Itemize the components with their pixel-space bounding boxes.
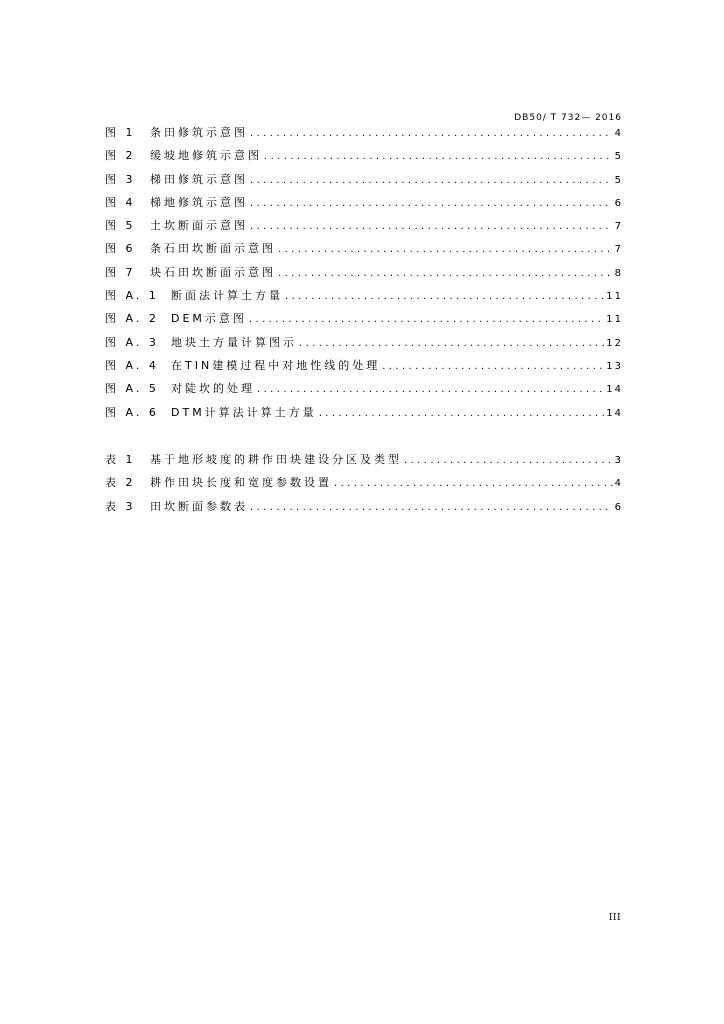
toc-entry[interactable] bbox=[105, 310, 623, 333]
figure-title: 块石田坎断面示意图 bbox=[150, 265, 276, 279]
toc-entry[interactable] bbox=[105, 147, 623, 170]
page-ref: 12 bbox=[606, 337, 623, 349]
figure-title: 条田修筑示意图 bbox=[150, 126, 248, 139]
toc-entry[interactable] bbox=[105, 264, 623, 287]
table-title: 基于地形坡度的耕作田块建设分区及类型 bbox=[150, 453, 402, 466]
figure-label: 图 A. 2 bbox=[105, 312, 159, 326]
page-ref: 11 bbox=[606, 314, 623, 326]
figure-label: 图 A. 3 bbox=[105, 335, 159, 349]
toc-entry[interactable] bbox=[105, 498, 623, 521]
dot-leader bbox=[248, 502, 613, 513]
page-ref: 11 bbox=[606, 291, 623, 303]
dot-leader bbox=[380, 361, 604, 372]
toc-entry[interactable] bbox=[105, 404, 623, 427]
table-label: 表 1 bbox=[105, 453, 136, 466]
dot-leader bbox=[255, 384, 604, 395]
page-ref: 3 bbox=[614, 455, 623, 466]
figure-label: 图 2 bbox=[105, 149, 136, 163]
dot-leader bbox=[248, 175, 613, 186]
toc-entry[interactable] bbox=[105, 474, 623, 497]
dot-leader bbox=[317, 408, 605, 419]
figure-label: 图 A. 1 bbox=[105, 289, 159, 303]
figure-label: 图 A. 5 bbox=[105, 382, 159, 396]
page-ref: 7 bbox=[614, 221, 623, 233]
page-ref: 8 bbox=[614, 267, 623, 279]
figure-title: 梯田修筑示意图 bbox=[150, 172, 248, 186]
figure-title: 地块土方量计算图示 bbox=[171, 335, 297, 349]
table-label: 表 2 bbox=[105, 476, 136, 490]
figure-label: 图 7 bbox=[105, 265, 136, 279]
toc-entry[interactable] bbox=[105, 124, 623, 147]
figure-label: 图 A. 6 bbox=[105, 405, 159, 419]
figure-title: 梯地修筑示意图 bbox=[150, 195, 248, 209]
figure-title: 土坎断面示意图 bbox=[150, 219, 248, 233]
page-ref: 5 bbox=[614, 151, 623, 163]
toc-entry[interactable] bbox=[105, 194, 623, 217]
figure-label: 图 5 bbox=[105, 219, 136, 233]
toc-entry[interactable] bbox=[105, 334, 623, 357]
dot-leader bbox=[262, 151, 613, 162]
dot-leader bbox=[247, 314, 604, 325]
figure-title: DTM计算法计算土方量 bbox=[171, 405, 317, 419]
dot-leader bbox=[248, 198, 613, 209]
dot-leader bbox=[276, 244, 613, 255]
figure-label: 图 4 bbox=[105, 195, 136, 209]
page-ref: 4 bbox=[614, 128, 623, 139]
figure-label: 图 6 bbox=[105, 242, 136, 256]
figure-title: 条石田坎断面示意图 bbox=[150, 242, 276, 256]
dot-leader bbox=[297, 338, 604, 349]
page-ref: 14 bbox=[606, 384, 623, 396]
toc-entry[interactable] bbox=[105, 287, 623, 310]
dot-leader bbox=[276, 268, 613, 279]
document-code: DB50/ T 732— 2016 bbox=[514, 113, 622, 123]
table-list bbox=[105, 451, 623, 521]
figure-label: 图 3 bbox=[105, 172, 136, 186]
figure-list bbox=[105, 124, 623, 427]
figure-title: 断面法计算土方量 bbox=[171, 289, 283, 303]
page-number: III bbox=[608, 913, 621, 923]
figure-title: 缓坡地修筑示意图 bbox=[150, 149, 262, 163]
dot-leader bbox=[402, 455, 613, 466]
table-label: 表 3 bbox=[105, 499, 136, 513]
page-ref: 6 bbox=[614, 501, 623, 513]
dot-leader bbox=[248, 128, 613, 139]
toc-entry[interactable] bbox=[105, 357, 623, 380]
figure-label: 图 A. 4 bbox=[105, 358, 159, 372]
toc-entry[interactable] bbox=[105, 217, 623, 240]
toc-entry[interactable] bbox=[105, 240, 623, 263]
dot-leader bbox=[283, 291, 604, 302]
dot-leader bbox=[332, 478, 613, 489]
page-ref: 5 bbox=[614, 174, 623, 186]
figure-label: 图 1 bbox=[105, 126, 136, 139]
figure-title: 对陡坎的处理 bbox=[171, 382, 255, 396]
page-ref: 7 bbox=[614, 244, 623, 256]
toc-entry[interactable] bbox=[105, 171, 623, 194]
figure-title: 在TIN建模过程中对地性线的处理 bbox=[171, 358, 381, 372]
page-ref: 4 bbox=[614, 478, 623, 490]
page-ref: 6 bbox=[614, 197, 623, 209]
toc-entry[interactable] bbox=[105, 380, 623, 403]
table-title: 耕作田块长度和宽度参数设置 bbox=[150, 476, 332, 490]
dot-leader bbox=[248, 221, 613, 232]
toc-entry[interactable] bbox=[105, 451, 623, 474]
page-ref: 13 bbox=[606, 360, 623, 372]
page-ref: 14 bbox=[606, 407, 623, 419]
figure-title: DEM示意图 bbox=[171, 312, 247, 326]
table-title: 田坎断面参数表 bbox=[150, 499, 248, 513]
